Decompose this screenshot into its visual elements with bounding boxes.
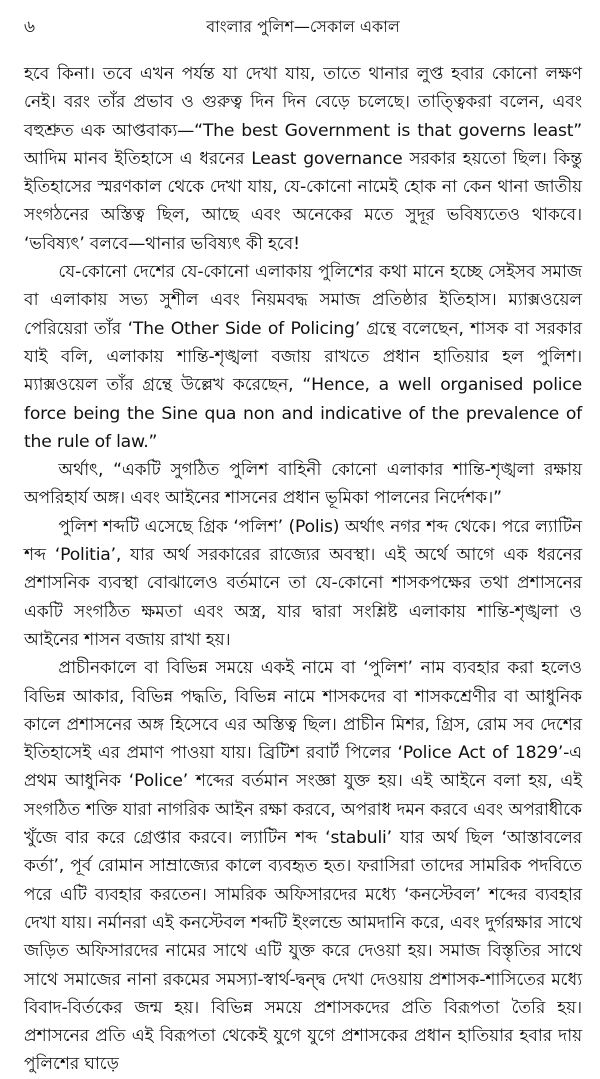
page-number: ৬ (24, 17, 36, 37)
paragraph: হবে কিনা। তবে এখন পর্যন্ত যা দেখা যায়, তাতে থানার লুপ্ত হবার কোনো লক্ষণ নেই। বরং তাঁর প্রভাব ও গুরুত্ব দিন দিন বেড়ে চলেছে। তাত্ত্বিকরা বলেন, এবং বহুশ্রুত এক আপ্তবাক্য—“The best Government is that governs least” আদিম মানব ইতিহাসে এ ধরনের Least governance সরকার হয়তো ছিল। কিন্তু ইতিহাসের স্মরণকাল থেকে দেখা যায়, যে-কোনো নামেই হোক না কেন থানা জাতীয় সংগঠনের অস্তিত্ব ছিল, আছে এবং অনেকের মতে সুদূর ভবিষ্যতেও থাকবে। ‘ভবিষ্যৎ’ বলবে—থানার ভবিষ্যৎ কী হবে! (24, 64, 582, 254)
paragraph: পুলিশ শব্দটি এসেছে গ্রিক ‘পলিশ’ (Polis) অর্থাৎ নগর শব্দ থেকে। পরে ল্যাটিন শব্দ ‘Politia’, যার অর্থ সরকারের রাজ্যের অবস্থা। এই অর্থে আগে এক ধরনের প্রশাসনিক ব্যবস্থা বোঝালেও বর্তমানে তা যে-কোনো শাসকপক্ষের তথা প্রশাসনের একটি সংগঠিত ক্ষমতা এবং অস্ত্র, যার দ্বারা সংশ্লিষ্ট এলাকায় শান্তি-শৃঙ্খলা ও আইনের শাসন বজায় রাখা হয়। (24, 516, 582, 650)
paragraph: অর্থাৎ, “একটি সুগঠিত পুলিশ বাহিনী কোনো এলাকার শান্তি-শৃঙ্খলা রক্ষায় অপরিহার্য অঙ্গ। এবং আইনের শাসনের প্রধান ভূমিকা পালনের নির্দেশক।” (24, 460, 582, 509)
page-header (24, 0, 582, 46)
paragraph: প্রাচীনকালে বা বিভিন্ন সময়ে একই নামে বা ‘পুলিশ’ নাম ব্যবহার করা হলেও বিভিন্ন আকার, বিভিন্ন পদ্ধতি, বিভিন্ন নামে শাসকদের বা শাসকশ্রেণীর বা আধুনিক কালে প্রশাসনের অঙ্গ হিসেবে এর অস্তিত্ব ছিল। প্রাচীন মিশর, গ্রিস, রোম সব দেশের ইতিহাসেই এর প্রমাণ পাওয়া যায়। ব্রিটিশ রবার্ট পিলের ‘Police Act of 1829’-এ প্রথম আধুনিক ‘Police’ শব্দের বর্তমান সংজ্ঞা যুক্ত হয়। এই আইনে বলা হয়, এই সংগঠিত শক্তি যারা নাগরিক আইন রক্ষা করবে, অপরাধ দমন করবে এবং অপরাধীকে খুঁজে বার করে গ্রেপ্তার করবে। ল্যাটিন শব্দ ‘stabuli’ যার অর্থ ছিল ‘আস্তাবলের কর্তা’, পূর্ব রোমান সাম্রাজ্যের কালে ব্যবহৃত হত। ফরাসিরা তাদের সামরিক পদবিতে পরে এটি ব্যবহার করতেন। সামরিক অফিসারদের মধ্যে ‘কনস্টেবল’ শব্দের ব্যবহার দেখা যায়। নর্মানরা এই কনস্টেবল শব্দটি ইংলন্ডে আমদানি করে, এবং দুর্গরক্ষার সাথে জড়িত অফিসারদের নামের সাথে এটি যুক্ত করে দেওয়া হয়। সমাজ বিস্তৃতির সাথে সাথে সমাজের নানা রকমের সমস্যা-স্বার্থ-দ্বন্দ্ব দেখা দেওয়ায় প্রশাসক-শাসিতের মধ্যে বিবাদ-বির্তকের জন্ম হয়। বিভিন্ন সময়ে প্রশাসকদের প্রতি বিরূপতা তৈরি হয়। প্রশাসনের প্রতি এই বিরূপতা থেকেই যুগে যুগে প্রশাসকের প্রধান হাতিয়ার হবার দায় পুলিশের ঘাড়ে (24, 658, 582, 1075)
running-title: বাংলার পুলিশ—সেকাল একাল (206, 17, 400, 36)
paragraph: যে-কোনো দেশের যে-কোনো এলাকায় পুলিশের কথা মানে হচ্ছে সেইসব সমাজ বা এলাকায় সভ্য সুশীল এবং নিয়মবদ্ধ সমাজ প্রতিষ্ঠার ইতিহাস। ম্যাক্সওয়েল পেরিয়েরা তাঁর ‘The Other Side of Policing’ গ্রন্থে বলেছেন, শাসক বা সরকার যাই বলি, এলাকায় শান্তি-শৃঙ্খলা বজায় রাখতে প্রধান হাতিয়ার হল পুলিশ। ম্যাক্সওয়েল তাঁর গ্রন্থে উল্লেখ করেছেন, “Hence, a well organised police force being the Sine qua non and indicative of the prevalence of the rule of law.” (24, 262, 582, 452)
body-text (24, 60, 582, 1079)
